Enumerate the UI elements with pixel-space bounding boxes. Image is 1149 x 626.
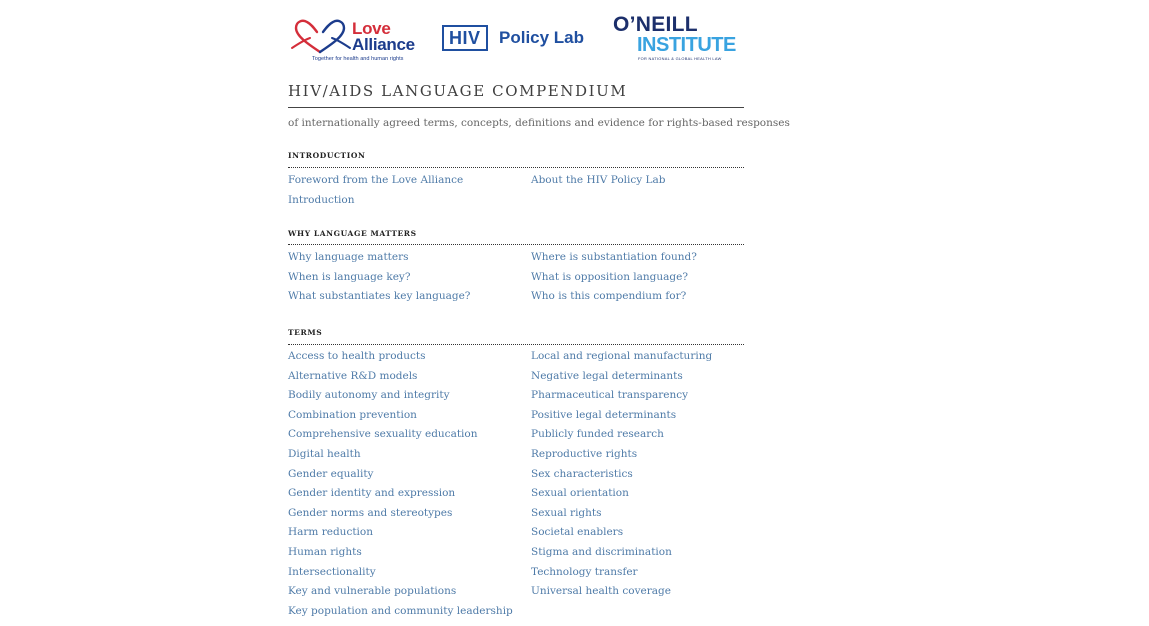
link-why-language-matters[interactable]: Why language matters <box>288 251 409 263</box>
term-link[interactable]: Harm reduction <box>288 526 373 539</box>
term-link[interactable]: Stigma and discrimination <box>531 545 672 558</box>
love-alliance-word-alliance: Alliance <box>352 35 415 54</box>
oneill-tagline: FOR NATIONAL & GLOBAL HEALTH LAW <box>638 56 722 61</box>
why-language-links-right <box>531 248 761 307</box>
term-link[interactable]: Access to health products <box>288 350 426 362</box>
link-what-substantiates-key-language[interactable]: What substantiates key language? <box>288 290 471 303</box>
page-subtitle: of internationally agreed terms, concepts, definitions and evidence for rights-based responses <box>288 117 790 129</box>
terms-links-right <box>531 347 761 602</box>
link-where-is-substantiation-found[interactable]: Where is substantiation found? <box>531 251 697 263</box>
term-link[interactable]: Bodily autonomy and integrity <box>288 389 450 402</box>
link-when-is-language-key[interactable]: When is language key? <box>288 270 411 283</box>
term-link[interactable]: Publicly funded research <box>531 428 664 441</box>
term-link[interactable]: Sexual rights <box>531 506 602 519</box>
term-link[interactable]: Local and regional manufacturing <box>531 350 713 362</box>
heart-hands-icon <box>290 18 352 56</box>
link-foreword[interactable]: Foreword from the Love Alliance <box>288 174 464 186</box>
love-alliance-word-love: Love <box>352 19 391 38</box>
section-heading-introduction: INTRODUCTION <box>288 151 366 160</box>
term-link[interactable]: Societal enablers <box>531 526 624 539</box>
introduction-links-right <box>531 171 761 191</box>
link-about-hiv-policy-lab[interactable]: About the HIV Policy Lab <box>531 174 666 186</box>
term-link[interactable]: Alternative R&D models <box>288 369 418 382</box>
partner-logos <box>288 14 744 70</box>
oneill-name: O’NEILL <box>613 13 698 36</box>
term-link[interactable]: Reproductive rights <box>531 447 638 460</box>
why-language-links-left <box>288 248 518 307</box>
term-link[interactable]: Combination prevention <box>288 408 417 421</box>
term-link[interactable]: Universal health coverage <box>531 585 671 598</box>
term-link[interactable]: Sex characteristics <box>531 467 633 480</box>
title-divider <box>288 107 744 108</box>
term-link[interactable]: Positive legal determinants <box>531 408 677 421</box>
term-link[interactable]: Digital health <box>288 447 361 460</box>
term-link[interactable]: Gender equality <box>288 467 374 480</box>
term-link[interactable]: Key population and community leadership <box>288 604 513 617</box>
section-divider <box>288 167 744 168</box>
term-link[interactable]: Negative legal determinants <box>531 369 683 382</box>
link-what-is-opposition-language[interactable]: What is opposition language? <box>531 270 688 283</box>
term-link[interactable]: Sexual orientation <box>531 487 629 500</box>
term-link[interactable]: Gender identity and expression <box>288 487 456 500</box>
love-alliance-logo <box>290 18 430 68</box>
link-introduction[interactable]: Introduction <box>288 193 355 206</box>
oneill-institute-word: INSTITUTE <box>637 34 736 56</box>
love-alliance-tagline: Together for health and human rights <box>312 56 404 62</box>
term-link[interactable]: Pharmaceutical transparency <box>531 389 689 402</box>
policy-lab-label: Policy Lab <box>499 28 585 47</box>
section-heading-why-language-matters: WHY LANGUAGE MATTERS <box>288 229 417 238</box>
section-heading-terms: TERMS <box>288 328 323 337</box>
terms-links-left <box>288 347 518 621</box>
section-divider <box>288 244 744 245</box>
term-link[interactable]: Key and vulnerable populations <box>288 585 457 598</box>
link-who-is-this-compendium-for[interactable]: Who is this compendium for? <box>531 290 687 303</box>
term-link[interactable]: Intersectionality <box>288 565 376 578</box>
section-divider <box>288 344 744 345</box>
term-link[interactable]: Gender norms and stereotypes <box>288 506 453 519</box>
hiv-box-label: HIV <box>442 25 488 51</box>
term-link[interactable]: Human rights <box>288 545 362 558</box>
page-title: HIV/AIDS LANGUAGE COMPENDIUM <box>288 82 628 100</box>
term-link[interactable]: Comprehensive sexuality education <box>288 428 478 441</box>
introduction-links-left <box>288 171 518 210</box>
term-link[interactable]: Technology transfer <box>531 565 638 578</box>
